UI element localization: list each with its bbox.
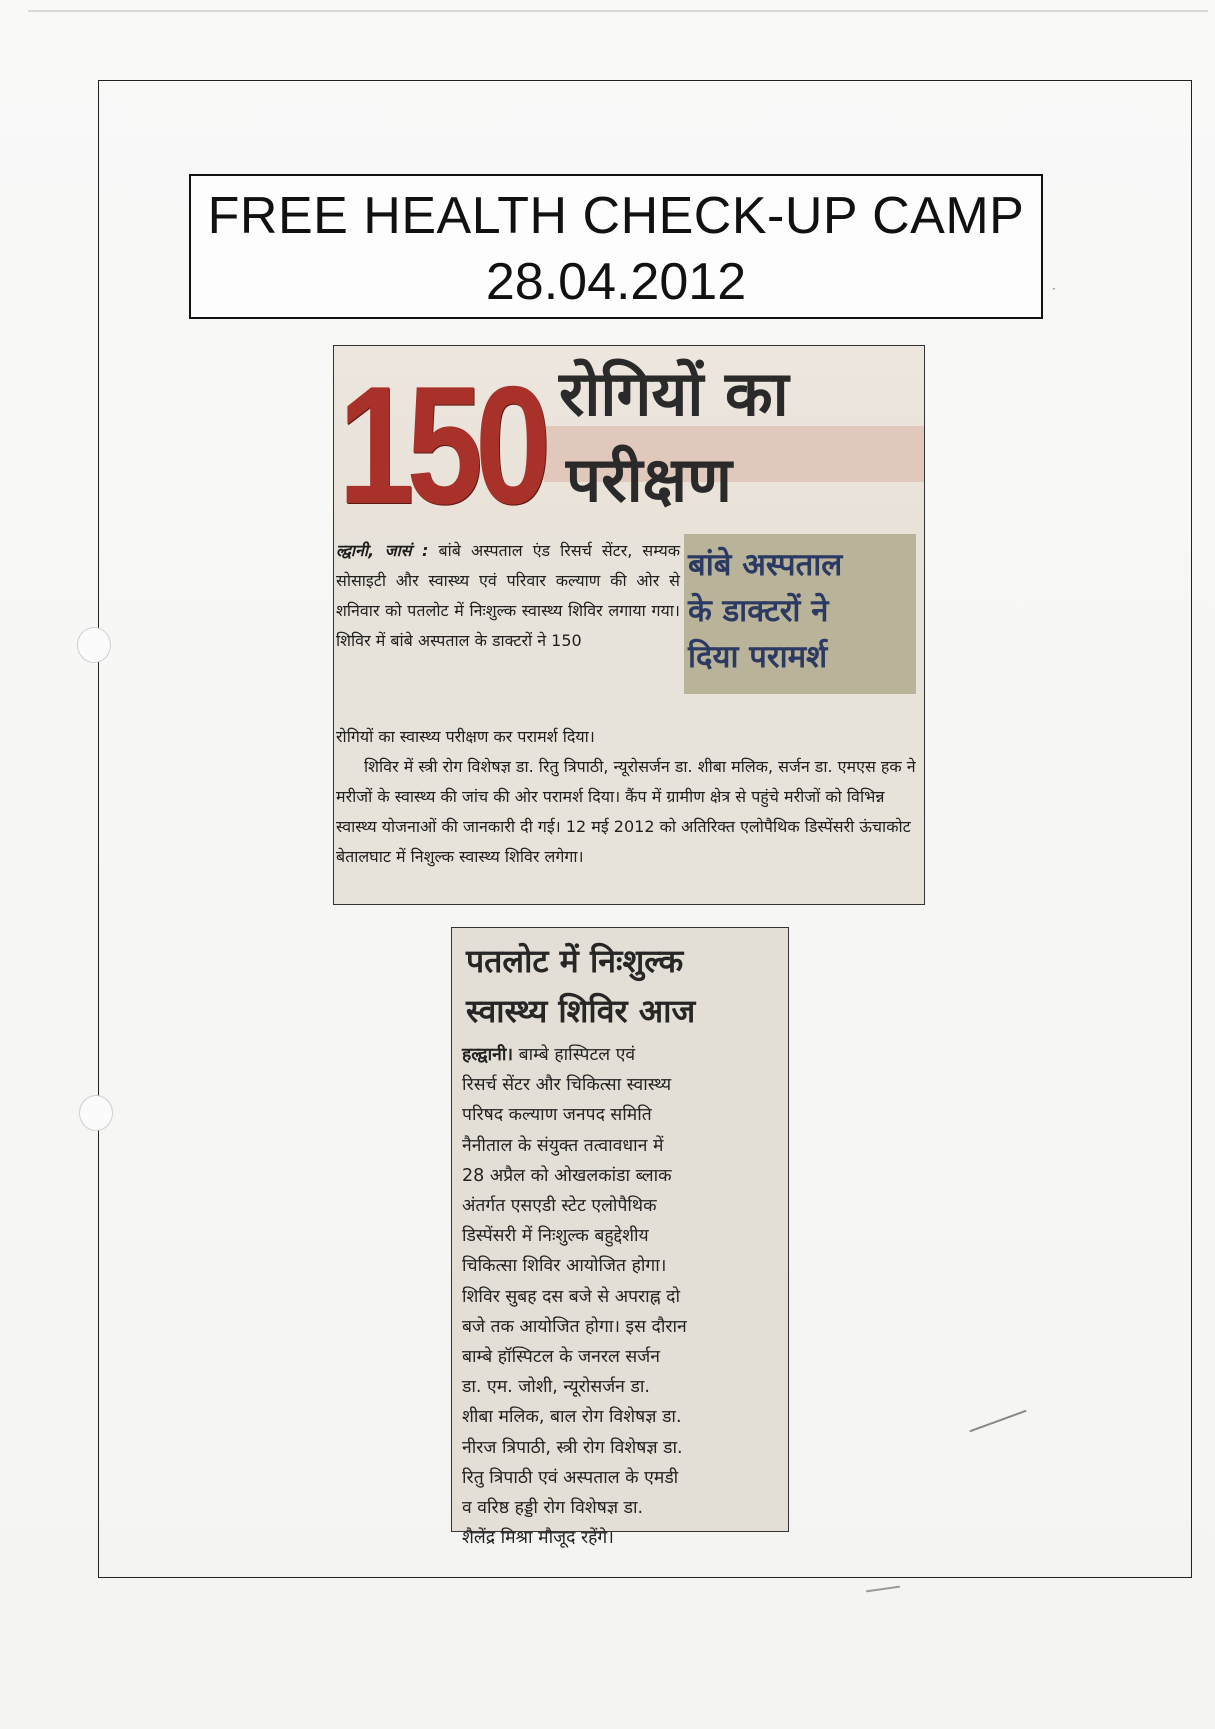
clipping-2-headline xyxy=(466,936,786,1036)
title-box xyxy=(189,174,1043,319)
headline-number: 150 xyxy=(338,351,544,539)
article-2-dateline: हल्द्वानी। xyxy=(462,1045,514,1065)
event-date: 28.04.2012 xyxy=(485,253,747,311)
page-title: FREE HEALTH CHECK-UP CAMP xyxy=(207,187,1025,245)
article-2-line: शिविर सुबह दस बजे से अपराह्न दो xyxy=(462,1286,680,1307)
article-2-line xyxy=(462,1040,784,1070)
scan-speck: · xyxy=(1052,282,1056,296)
article-2-line: डा. एम. जोशी, न्यूरोसर्जन डा. xyxy=(462,1377,650,1398)
scan-mark xyxy=(866,1586,900,1593)
news-clipping-1 xyxy=(333,345,925,905)
article-2-line: चिकित्सा शिविर आयोजित होगा। xyxy=(462,1256,667,1277)
article-2-line: नीरज त्रिपाठी, स्त्री रोग विशेषज्ञ डा. xyxy=(462,1437,683,1458)
news-clipping-2 xyxy=(451,927,789,1549)
subhead-line-1: बांबे अस्पताल xyxy=(688,547,843,583)
article-2-line: व वरिष्ठ हड्डी रोग विशेषज्ञ डा. xyxy=(462,1498,644,1519)
article-1-dateline: ल्द्वानी, जासं : xyxy=(336,541,429,560)
article-1-body xyxy=(336,722,920,872)
article-2-line: रिसर्च सेंटर और चिकित्सा स्वास्थ्य xyxy=(462,1075,672,1096)
article-1-para-1-end: रोगियों का स्वास्थ्य परीक्षण कर परामर्श दिया। xyxy=(336,727,595,746)
article-2-line: अंतर्गत एसएडी स्टेट एलोपैथिक xyxy=(462,1196,657,1217)
article-2-line: रितु त्रिपाठी एवं अस्पताल के एमडी xyxy=(462,1467,679,1488)
article-2-body xyxy=(462,1040,784,1553)
subhead-line-3: दिया परामर्श xyxy=(688,639,828,675)
article-2-line: नैनीताल के संयुक्त तत्वावधान में xyxy=(462,1135,664,1156)
article-1-intro-text: बांबे अस्पताल एंड रिसर्च सेंटर, सम्यक सोसाइटी और स्वास्थ्य एवं परिवार कल्याण की ओर से शनिवार को पतलोट में निःशुल्क स्वास्थ्य शिविर लगाया गया। शिविर में बांबे अस्पताल के डाक्टरों ने 150 xyxy=(336,541,681,650)
punch-hole-bottom xyxy=(79,1095,113,1131)
article-2-line: बाम्बे हॉस्पिटल के जनरल सर्जन xyxy=(462,1347,660,1368)
clipping-2-headline-line-1: पतलोट में निःशुल्क xyxy=(466,942,684,980)
article-1-para-2: शिविर में स्त्री रोग विशेषज्ञ डा. रितु त्रिपाठी, न्यूरोसर्जन डा. शीबा मलिक, सर्जन डा. एमएस हक ने मरीजों के स्वास्थ्य की जांच की ओर परामर्श दिया। कैंप में ग्रामीण क्षेत्र से पहुंचे मरीजों को विभिन्न स्वास्थ्य योजनाओं की जानकारी दी गई। 12 मई 2012 को अतिरिक्त एलोपैथिक डिस्पेंसरी ऊंचाकोट बेतालघाट में निशुल्क स्वास्थ्य शिविर लगेगा। xyxy=(336,757,916,866)
article-2-line: शैलेंद्र मिश्रा मौजूद रहेंगे। xyxy=(462,1528,614,1549)
subhead-box xyxy=(684,534,916,694)
headline-line-1: रोगियों का xyxy=(559,357,789,430)
article-2-line: डिस्पेंसरी में निःशुल्क बहुद्देशीय xyxy=(462,1226,649,1247)
article-2-line: परिषद कल्याण जनपद समिति xyxy=(462,1105,652,1126)
headline-line-2: परीक्षण xyxy=(566,443,732,516)
subhead-line-2: के डाक्टरों ने xyxy=(688,593,829,629)
article-2-line-text: बाम्बे हास्पिटल एवं xyxy=(518,1045,636,1065)
article-2-line: 28 अप्रैल को ओखलकांडा ब्लाक xyxy=(462,1165,672,1186)
punch-hole-top xyxy=(77,627,111,663)
article-2-line: शीबा मलिक, बाल रोग विशेषज्ञ डा. xyxy=(462,1407,682,1428)
scan-edge-line xyxy=(28,10,1208,12)
article-1-intro xyxy=(336,536,680,656)
clipping-2-headline-line-2: स्वास्थ्य शिविर आज xyxy=(466,992,696,1030)
article-2-line: बजे तक आयोजित होगा। इस दौरान xyxy=(462,1316,687,1337)
